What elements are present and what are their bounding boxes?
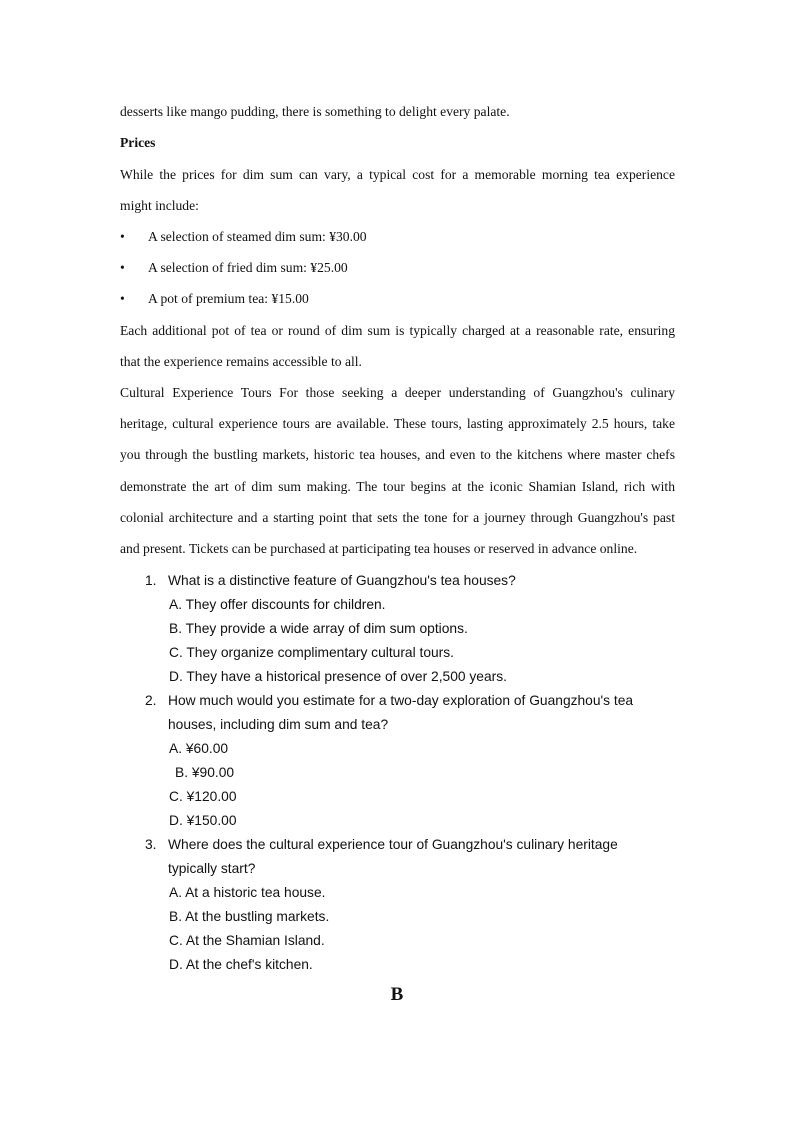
question-3-option-c: C. At the Shamian Island.	[169, 933, 325, 948]
prices-heading: Prices	[120, 135, 156, 150]
tours-line-6: and present. Tickets can be purchased at participating tea houses or reserved in advance online.	[120, 541, 638, 556]
tours-line-3: you through the bustling markets, historic tea houses, and even to the kitchens where master chefs	[120, 447, 675, 462]
question-2-number: 2.	[145, 693, 157, 708]
question-2-option-b: B. ¥90.00	[175, 765, 235, 780]
question-2-text-line-1: How much would you estimate for a two-day exploration of Guangzhou's tea	[168, 693, 634, 708]
section-letter-heading: B	[390, 984, 404, 1005]
tours-line-2: heritage, cultural experience tours are available. These tours, lasting approximately 2.5 hours, take	[120, 416, 675, 431]
price-item: A selection of fried dim sum: ¥25.00	[148, 260, 348, 275]
prices-paragraph-line-1: While the prices for dim sum can vary, a typical cost for a memorable morning tea experience	[120, 167, 675, 182]
price-item: A pot of premium tea: ¥15.00	[148, 291, 309, 306]
bullet-icon: •	[120, 229, 125, 244]
question-3-option-a: A. At a historic tea house.	[169, 885, 326, 900]
question-2-option-c: C. ¥120.00	[169, 789, 237, 804]
price-item: A selection of steamed dim sum: ¥30.00	[148, 229, 367, 244]
question-3-option-b: B. At the bustling markets.	[169, 909, 330, 924]
tours-line-4: demonstrate the art of dim sum making. The tour begins at the iconic Shamian Island, rich with	[120, 479, 675, 494]
question-1-option-d: D. They have a historical presence of over 2,500 years.	[169, 669, 507, 684]
question-2-text-line-2: houses, including dim sum and tea?	[168, 717, 389, 732]
question-1-text: What is a distinctive feature of Guangzhou's tea houses?	[168, 573, 516, 588]
question-2-option-a: A. ¥60.00	[169, 741, 229, 756]
question-3-option-d: D. At the chef's kitchen.	[169, 957, 313, 972]
tours-line-5: colonial architecture and a starting point that sets the tone for a journey through Guangzhou's past	[120, 510, 675, 525]
question-2-option-d: D. ¥150.00	[169, 813, 237, 828]
prices-note-line-2: that the experience remains accessible to all.	[120, 354, 362, 369]
question-3-text-line-2: typically start?	[168, 861, 256, 876]
question-1-option-a: A. They offer discounts for children.	[169, 597, 386, 612]
question-1-option-c: C. They organize complimentary cultural tours.	[169, 645, 454, 660]
tours-line-1: Cultural Experience Tours For those seeking a deeper understanding of Guangzhou's culinary	[120, 385, 675, 400]
prices-paragraph-line-2: might include:	[120, 198, 199, 213]
question-1-number: 1.	[145, 573, 157, 588]
prices-note-line-1: Each additional pot of tea or round of dim sum is typically charged at a reasonable rate, ensuring	[120, 323, 675, 338]
question-3-text-line-1: Where does the cultural experience tour of Guangzhou's culinary heritage	[168, 837, 618, 852]
intro-continuation: desserts like mango pudding, there is something to delight every palate.	[120, 104, 510, 119]
bullet-icon: •	[120, 291, 125, 306]
question-1-option-b: B. They provide a wide array of dim sum options.	[169, 621, 468, 636]
bullet-icon: •	[120, 260, 125, 275]
question-3-number: 3.	[145, 837, 157, 852]
